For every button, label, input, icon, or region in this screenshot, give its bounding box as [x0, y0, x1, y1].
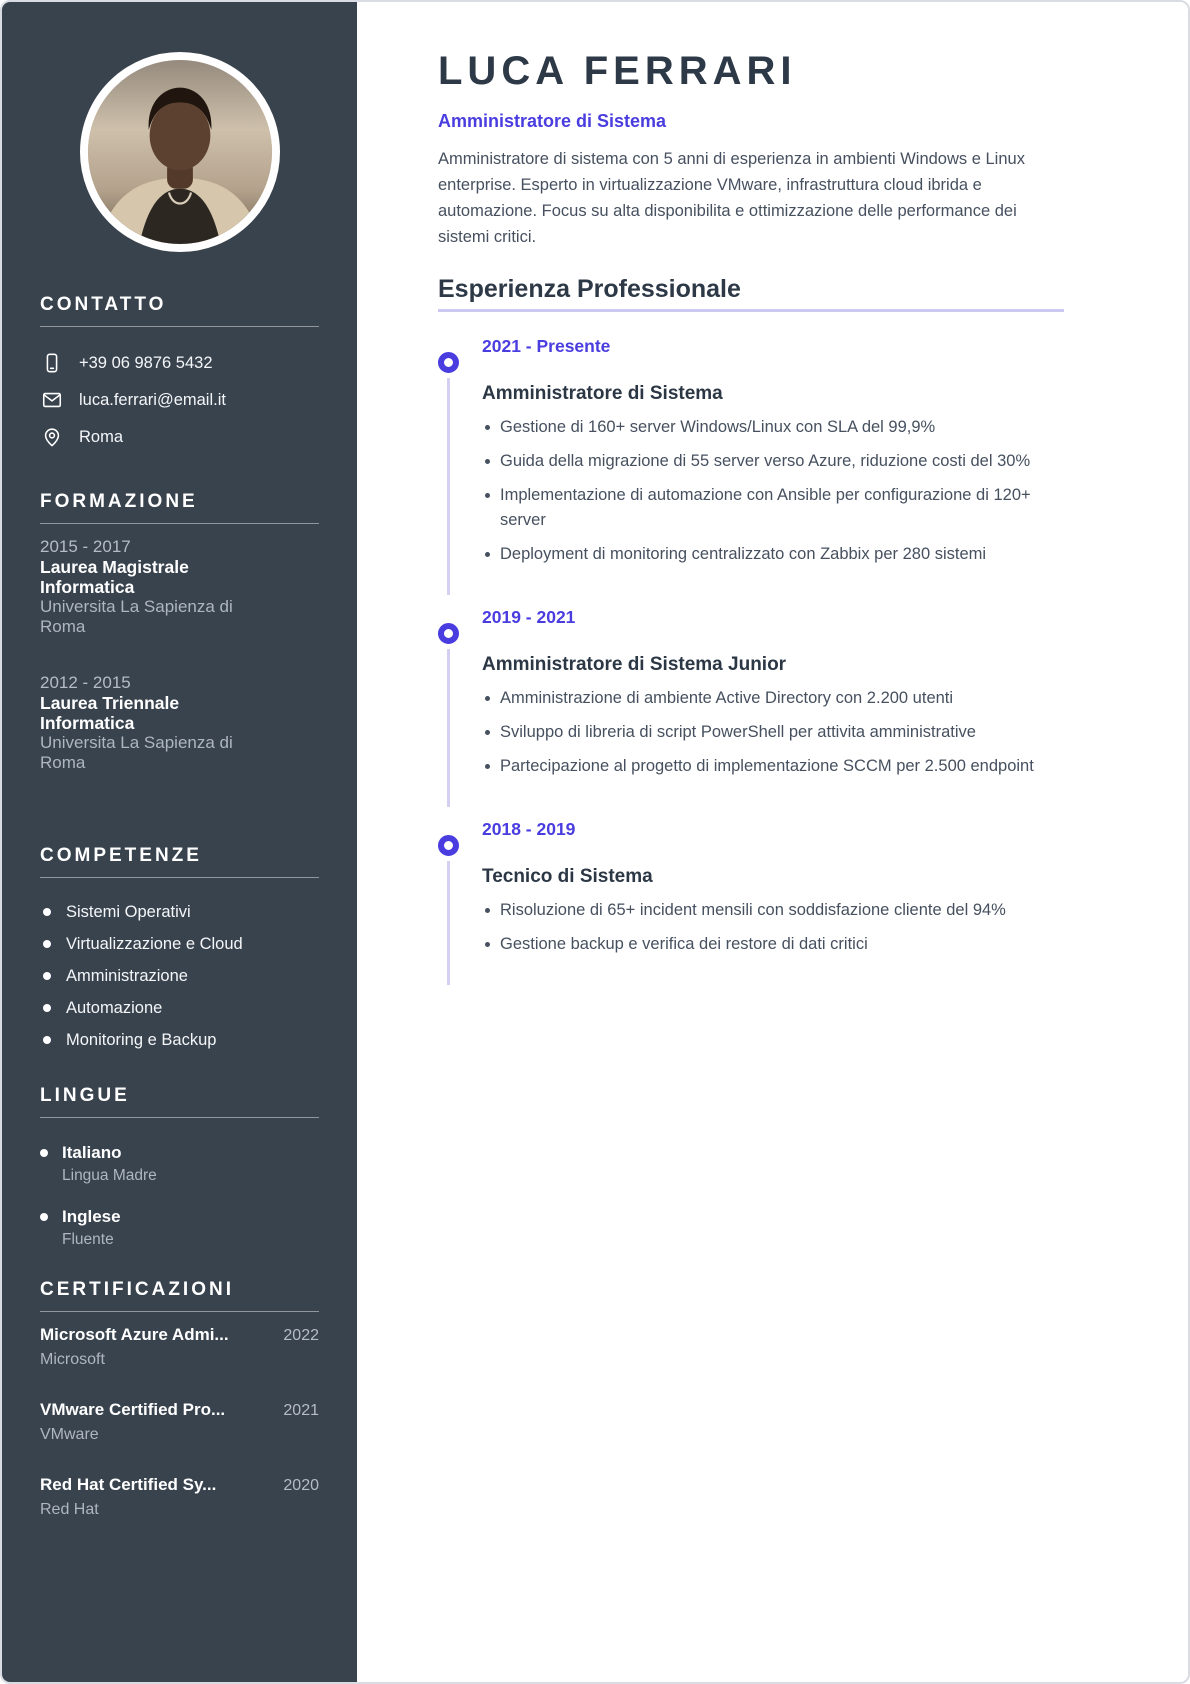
education-period: 2015 - 2017	[40, 537, 131, 556]
education-section	[40, 491, 319, 773]
skill-item: Monitoring e Backup	[40, 1031, 319, 1049]
email-icon	[41, 389, 63, 411]
experience-role: Amministratore di Sistema	[482, 383, 723, 404]
languages-heading: LINGUE	[40, 1085, 319, 1118]
experience-bullet: Risoluzione di 65+ incident mensili con soddisfazione cliente del 94%	[482, 898, 1064, 923]
experience-bullet: Gestione backup e verifica dei restore di dati critici	[482, 932, 1064, 957]
education-heading: FORMAZIONE	[40, 491, 319, 524]
languages-section	[40, 1085, 319, 1249]
contact-row	[40, 425, 319, 449]
certification-entry	[40, 1474, 319, 1520]
certification-name: Microsoft Azure Admi...	[40, 1325, 229, 1344]
skills-heading: COMPETENZE	[40, 845, 319, 878]
language-level: Lingua Madre	[62, 1167, 157, 1184]
experience-bullet: Deployment di monitoring centralizzato con Zabbix per 280 sistemi	[482, 542, 1064, 567]
contact-list	[40, 351, 319, 449]
education-entry	[40, 537, 278, 637]
certification-row	[40, 1474, 319, 1496]
experience-bullets	[482, 686, 1064, 779]
profile-photo-illustration	[88, 60, 272, 244]
profile-photo	[80, 52, 280, 252]
experience-heading: Esperienza Professionale	[438, 274, 1064, 312]
experience-role: Tecnico di Sistema	[482, 866, 653, 887]
experience-bullet: Guida della migrazione di 55 server verso Azure, riduzione costi del 30%	[482, 449, 1064, 474]
experience-role: Amministratore di Sistema Junior	[482, 654, 787, 675]
certifications-list	[40, 1324, 319, 1520]
languages-list	[40, 1143, 319, 1249]
language-level: Fluente	[62, 1231, 114, 1248]
experience-bullet: Amministrazione di ambiente Active Directory con 2.200 utenti	[482, 686, 1064, 711]
language-item	[40, 1143, 319, 1185]
education-school: Universita La Sapienza di Roma	[40, 733, 233, 772]
education-period: 2012 - 2015	[40, 673, 131, 692]
skill-item: Virtualizzazione e Cloud	[40, 935, 319, 953]
certification-year: 2021	[283, 1402, 319, 1419]
contact-row	[40, 388, 319, 412]
contact-value: +39 06 9876 5432	[79, 353, 213, 372]
language-name: Italiano	[62, 1143, 122, 1162]
experience-item	[438, 607, 1064, 779]
certification-org: Microsoft	[40, 1351, 105, 1368]
skill-item: Automazione	[40, 999, 319, 1017]
experience-period: 2021 - Presente	[482, 336, 611, 356]
experience-bullets	[482, 898, 1064, 957]
experience-period: 2018 - 2019	[482, 819, 576, 839]
experience-item	[438, 819, 1064, 957]
contact-icon	[40, 388, 64, 412]
summary-paragraph: Amministratore di sistema con 5 anni di esperienza in ambienti Windows e Linux enterprise. Esperto in virtualizzazione VMware, infrastruttura cloud ibrida e automazione. Focus su alta disponibilita e ottimizzazione delle performance dei sistemi critici.	[438, 150, 1025, 246]
certification-year: 2020	[283, 1477, 319, 1494]
education-degree: Laurea Magistrale Informatica	[40, 557, 189, 597]
experience-timeline	[438, 336, 1064, 957]
language-item	[40, 1207, 319, 1249]
experience-bullets	[482, 415, 1064, 567]
certification-name: Red Hat Certified Sy...	[40, 1475, 217, 1494]
contact-value: Roma	[79, 427, 124, 446]
location-pin-icon	[41, 426, 63, 448]
contact-value: luca.ferrari@email.it	[79, 390, 226, 409]
experience-bullet: Sviluppo di libreria di script PowerShell per attivita amministrative	[482, 720, 1064, 745]
skill-item: Sistemi Operativi	[40, 903, 319, 921]
person-job-title: Amministratore di Sistema	[438, 111, 667, 131]
certification-org: VMware	[40, 1426, 99, 1443]
skill-item: Amministrazione	[40, 967, 319, 985]
contact-icon	[40, 425, 64, 449]
certification-year: 2022	[283, 1327, 319, 1344]
skills-list	[40, 903, 319, 1049]
language-name: Inglese	[62, 1207, 121, 1226]
experience-bullet: Partecipazione al progetto di implementazione SCCM per 2.500 endpoint	[482, 754, 1064, 779]
certifications-section	[40, 1279, 319, 1520]
experience-bullet: Gestione di 160+ server Windows/Linux con SLA del 99,9%	[482, 415, 1064, 440]
main-content	[357, 2, 1188, 1682]
certification-row	[40, 1399, 319, 1421]
certification-entry	[40, 1324, 319, 1370]
education-degree: Laurea Triennale Informatica	[40, 693, 180, 733]
experience-bullet: Implementazione di automazione con Ansible per configurazione di 120+ server	[482, 483, 1064, 533]
person-name: LUCA FERRARI	[438, 49, 797, 93]
certifications-heading: CERTIFICAZIONI	[40, 1279, 319, 1312]
certification-name: VMware Certified Pro...	[40, 1400, 226, 1419]
certification-entry	[40, 1399, 319, 1445]
contact-row	[40, 351, 319, 375]
certification-org: Red Hat	[40, 1501, 99, 1518]
contact-icon	[40, 351, 64, 375]
education-school: Universita La Sapienza di Roma	[40, 597, 233, 636]
contact-heading: CONTATTO	[40, 294, 319, 327]
sidebar	[2, 2, 357, 1682]
experience-period: 2019 - 2021	[482, 607, 576, 627]
phone-icon	[41, 352, 63, 374]
certification-row	[40, 1324, 319, 1346]
skills-section	[40, 845, 319, 1049]
experience-item	[438, 336, 1064, 567]
education-entry	[40, 673, 278, 773]
contact-section	[40, 294, 319, 449]
